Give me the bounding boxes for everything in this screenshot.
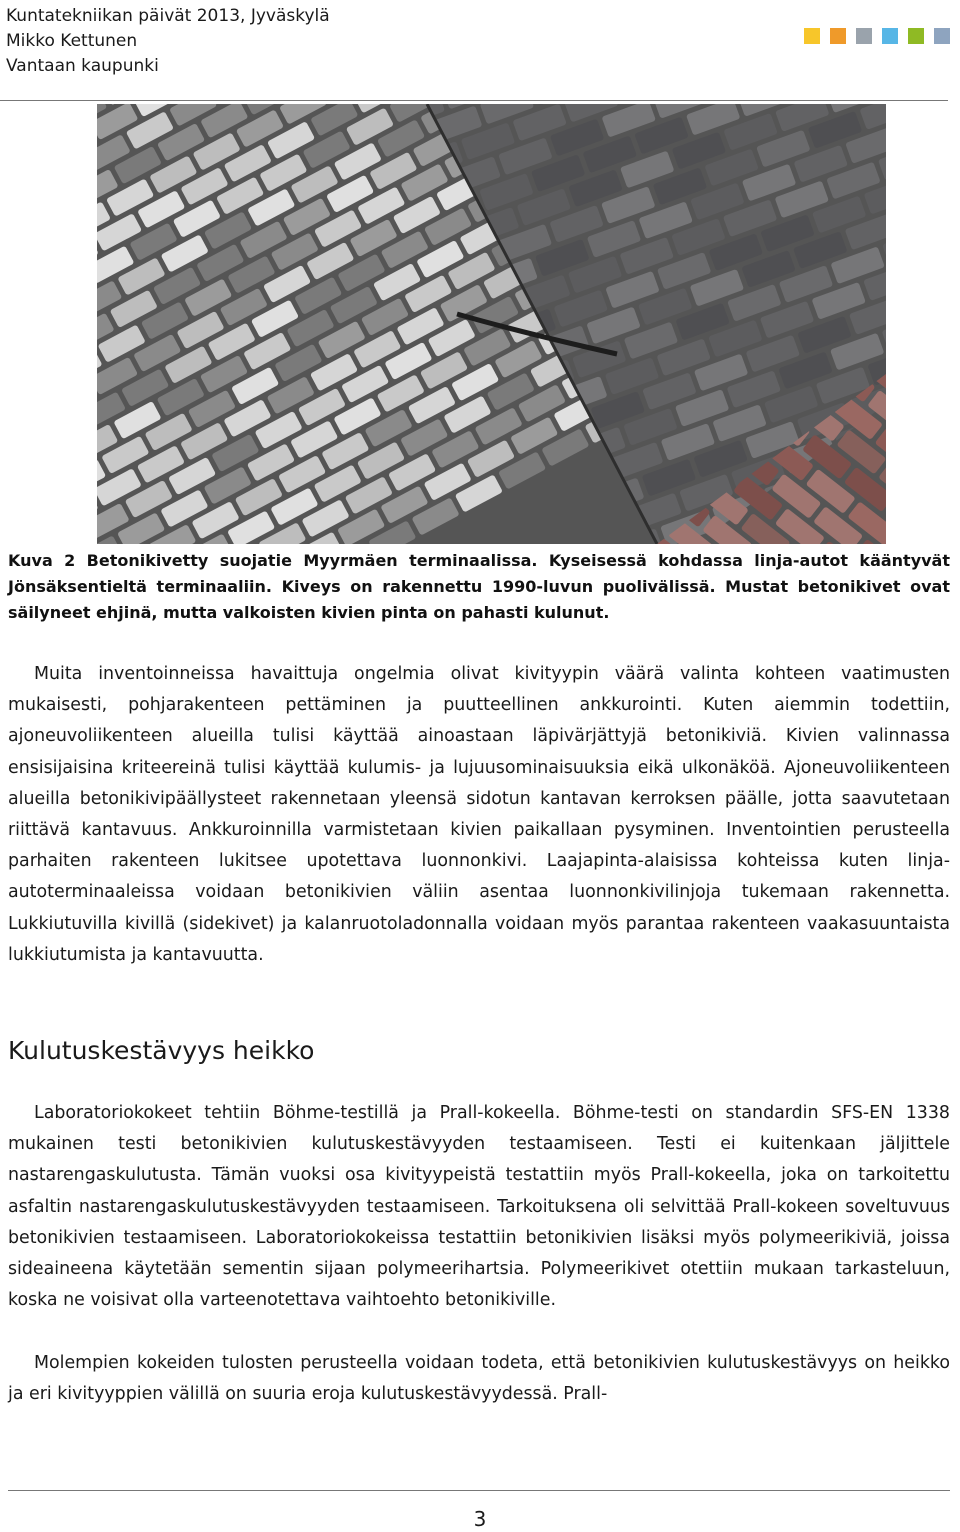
page-header — [6, 0, 954, 100]
paving-stones-illustration — [97, 104, 886, 544]
paragraph-inventory-problems: Muita inventoinneissa havaittuja ongelmia olivat kivityypin väärä valinta kohteen vaatimusten mukaisesti, pohjarakenteen pettäminen ja puutteellinen ankkurointi. Kuten aiemmin todettiin, ajoneuvoliikenteen alueilla tulisi käyttää ainoastaan läpivärjättyjä betonikiviä. Kivien valinnassa ensisijaisina kriteereinä tulisi käyttää kulumis- ja lujuusominaisuuksia eikä ulkonäköä. Ajoneuvoliikenteen alueilla betonikivipäällysteet rakennetaan yleensä sidotun kantavan kerroksen päälle, jotta saavutetaan riittävä kantavuus. Ankkuroinnilla varmistetaan kivien paikallaan pysyminen. Inventointien perusteella parhaiten rakenteen lukitsee upotettava luonnonkivi. Laajapinta-alaisissa kohteissa kuten linja-autoterminaaleissa voidaan betonikivien väliin asentaa luonnonkivilinjoja tukemaan rakennetta. Lukkiutuvilla kivillä (sidekivet) ja kalanruotoladonnalla voidaan myös parantaa rakenteen vaakasuuntaista lukkiutumista ja kantavuutta. — [8, 664, 950, 965]
header-author: Mikko Kettunen — [6, 31, 138, 51]
color-square-icon — [856, 28, 872, 44]
color-square-icon — [804, 28, 820, 44]
color-square-icon — [934, 28, 950, 44]
paragraph-results: Molempien kokeiden tulosten perusteella voidaan todeta, että betonikivien kulutuskestävyys on heikko ja eri kivityyppien välillä on suuria eroja kulutuskestävyydessä. Prall- — [8, 1353, 950, 1405]
header-color-squares — [804, 28, 950, 44]
color-square-icon — [882, 28, 898, 44]
page-number: 3 — [473, 1507, 487, 1531]
section-heading: Kulutuskestävyys heikko — [8, 1036, 315, 1065]
color-square-icon — [908, 28, 924, 44]
header-text — [6, 4, 330, 79]
paragraph-laboratory-tests: Laboratoriokokeet tehtiin Böhme-testillä ja Prall-kokeella. Böhme-testi on standardin SFS-EN 1338 mukainen testi betonikivien kulutuskestävyyden testaamiseen. Testi ei kuitenkaan jäljittele nastarengaskulutusta. Tämän vuoksi osa kivityypeistä testattiin myös Prall-kokeella, joka on tarkoitettu asfaltin nastarengaskulutuskestävyyden testaamiseen. Tarkoituksena oli selvittää Prall-kokeen soveltuvuus betonikivien testaamiseen. Laboratoriokokeissa testattiin betonikivien lisäksi myös polymeerikiviä, joissa sideaineena käytetään sementin sijaan polymeerihartsia. Polymeerikivet otettiin mukaan tarkasteluun, koska ne voisivat olla varteenotettava vaihtoehto betonikiville. — [8, 1103, 950, 1311]
header-organization: Vantaan kaupunki — [6, 56, 159, 76]
paving-stones-photo — [97, 104, 886, 544]
header-divider — [0, 100, 948, 101]
header-event: Kuntatekniikan päivät 2013, Jyväskylä — [6, 6, 330, 26]
color-square-icon — [830, 28, 846, 44]
figure-caption: Kuva 2 Betonikivetty suojatie Myyrmäen terminaalissa. Kyseisessä kohdassa linja-autot kääntyvät Jönsäksentieltä terminaaliin. Kiveys on rakennettu 1990-luvun puolivälissä. Mustat betonikivet ovat säilyneet ehjinä, mutta valkoisten kivien pinta on pahasti kulunut. — [8, 551, 950, 622]
footer-divider — [8, 1490, 950, 1491]
